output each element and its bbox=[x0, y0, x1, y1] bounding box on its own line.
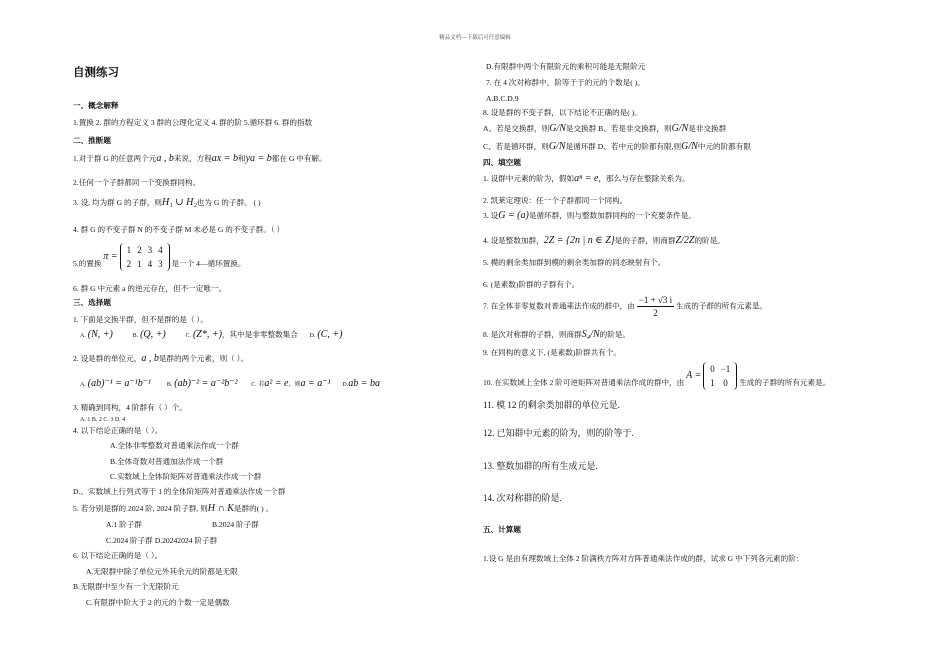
permutation-matrix: 1 2 3 4 2 1 4 3 bbox=[120, 243, 170, 271]
choice-q6-option-d: D.有限群中两个有限阶元的乘积可能是无限阶元 bbox=[486, 62, 646, 71]
choice-q6-option-c: C.有限群中阶大于 2 的元的个数一定是偶数 bbox=[86, 598, 230, 607]
fill-q8: 8. 是次对称群的子群，则商群S₄/N的阶是。 bbox=[483, 329, 631, 340]
fill-q14: 14. 次对称群的阶是. bbox=[483, 493, 562, 503]
fill-q6: 6. (是素数)阶群的子群有个。 bbox=[483, 280, 580, 289]
judgment-q3: 3. 设, 均为群 G 的子群，则H₁ ∪ H₂也为 G 的子群。 ( ) bbox=[73, 197, 261, 208]
fill-q5: 5. 模的剩余类加群到模的剩余类加群的同态映射有个。 bbox=[483, 258, 666, 267]
judgment-q2: 2.任何一个子群都同一个变换群同构。 bbox=[73, 178, 201, 187]
choice-q6-option-b: B.无限群中至少有一个无限阶元 bbox=[73, 582, 179, 591]
choice-q2: 2. 设是群的单位元，a , b是群的两个元素，则（ ）。 bbox=[73, 353, 249, 364]
section-choice-heading: 三、选择题 bbox=[73, 298, 111, 307]
judgment-q5: 5.的置换 π = 1 2 3 4 2 1 4 3 是一个 4—循环置换。 bbox=[73, 245, 246, 269]
section-calc-heading: 五、计算题 bbox=[483, 525, 521, 534]
concepts-list: 1.置换 2. 群的方程定义 3 群的公理化定义 4. 群的阶 5.循环群 6. 群的指数 bbox=[73, 118, 313, 127]
fill-q10: 10. 在实数域上全体 2 阶可逆矩阵对普通乘法作成的群中，由 A = 0 −1 1 0 生成的子群的所有元素是。 bbox=[483, 364, 831, 388]
section-judgment-heading: 二、推断题 bbox=[73, 136, 111, 145]
choice-q6: 6. 以下结论正确的是（ ）。 bbox=[73, 551, 163, 560]
choice-q1-options: A. (N, +) B. (Q, +) C. (Z*, +)，其中是非零整数集合 D. (C, +) bbox=[80, 329, 343, 340]
judgment-q6: 6. 群 G 中元素 a 的逆元存在，但不一定唯一。 bbox=[73, 284, 227, 293]
page-header: 精品文档---下载后可任意编辑 bbox=[439, 35, 511, 41]
choice-q6-option-a: A.无限群中除了单位元外其余元的阶都是无限 bbox=[86, 567, 238, 576]
fill-q12: 12. 已知群中元素的阶为，则的阶等于. bbox=[483, 428, 634, 438]
fill-q7: 7. 在全体非零复数对普通乘法作成的群中，由 $\frac{-1 + √3 i}{2}$ 生成的子群的所有元素是。 bbox=[483, 295, 768, 318]
choice-q2-options: A. (ab)⁻¹ = a⁻¹b⁻¹ B. (ab)⁻² = a⁻²b⁻² C. 若a² = e，则a = a⁻¹ D.ab = ba bbox=[80, 378, 380, 389]
choice-q8: 8. 设是群的不变子群，以下结论不正确的是( )。 bbox=[483, 108, 642, 117]
choice-q1: 1. 下面是交换半群，但不是群的是（ ）。 bbox=[73, 315, 208, 324]
calc-q1: 1.设 G 是由有理数域上全体 2 阶满秩方阵对方阵普通乘法作成的群，试求 G 中下列各元素的阶： bbox=[483, 554, 804, 563]
choice-q3: 3. 精确到同构，4 阶群有（ ）个。 bbox=[73, 403, 187, 412]
fill-q1: 1. 设群中元素的阶为，假如aⁿ = e，那么与存在整除关系为。 bbox=[483, 173, 690, 184]
choice-q5: 5. 若分别是群的 2024 阶, 2024 阶子群, 则H ∩ K是群的( ) 。 bbox=[73, 503, 274, 514]
choice-q4-option-d: D.、实数域上行列式等于 1 的全体阶矩阵对普通乘法作成一个群 bbox=[73, 487, 286, 496]
fill-q2: 2. 凯莱定理说：任一个子群都同一个同构。 bbox=[483, 196, 628, 205]
section-concepts-heading: 一、概念解释 bbox=[73, 101, 119, 110]
matrix-a: 0 −1 1 0 bbox=[703, 362, 737, 390]
fill-q4: 4. 设是整数加群，2Z = {2n | n ∈ Z}是的子群，则商群Z/2Z的阶是。 bbox=[483, 235, 725, 246]
choice-q5-option-cd: C.2024 阶子群 D.20242024 阶子群 bbox=[106, 536, 218, 545]
fill-q11: 11. 模 12 的剩余类加群的单位元是. bbox=[483, 400, 620, 410]
choice-q5-option-b: B.2024 阶子群 bbox=[212, 520, 259, 529]
fraction-generator: $\frac{-1 + √3 i}{2}$ bbox=[638, 295, 673, 318]
choice-q4: 4. 以下结论正确的是（ ）。 bbox=[73, 426, 163, 435]
choice-q8-options-cd: C、若是循环群，则G/N是循环群 D、若中元的阶都有限,则G/N中元的阶都有限 bbox=[483, 141, 751, 152]
choice-q3-options: A. 1 B. 2 C. 3 D. 4 bbox=[80, 417, 126, 423]
choice-q4-option-a: A.全体非零整数对普通乘法作成一个群 bbox=[110, 441, 239, 450]
judgment-q1: 1.对于群 G 的任意两个元a , b来说，方程ax = b和ya = b都在 G 中有解。 bbox=[73, 153, 327, 164]
choice-q4-option-c: C.实数域上全体阶矩阵对普通乘法作成一个群 bbox=[110, 472, 262, 481]
fill-q13: 13. 整数加群的所有生成元是. bbox=[483, 461, 598, 471]
choice-q5-option-a: A.1 阶子群 bbox=[106, 520, 142, 529]
fill-q3: 3. 设G = (a)是循环群，则与整数加群同构的一个充要条件是。 bbox=[483, 210, 696, 221]
choice-q4-option-b: B.全体奇数对普通加法作成一个群 bbox=[110, 457, 224, 466]
section-fill-heading: 四、填空题 bbox=[483, 158, 521, 167]
fill-q9: 9. 在同构的意义下, (是素数)阶群共有个。 bbox=[483, 348, 621, 357]
page-title: 自测练习 bbox=[73, 67, 119, 79]
choice-q8-options-ab: A、若是交换群，则G/N是交换群 B、若是非交换群，则G/N是非交换群 bbox=[483, 123, 727, 134]
judgment-q4: 4. 群 G 的不变子群 N 的不变子群 M 未必是 G 的不变子群。（ ） bbox=[73, 225, 285, 234]
choice-q7: 7. 在 4 次对称群中，阶等于于的元的个数是( )。 bbox=[486, 78, 645, 87]
choice-q7-options: A.B.C.D.9 bbox=[486, 94, 519, 103]
